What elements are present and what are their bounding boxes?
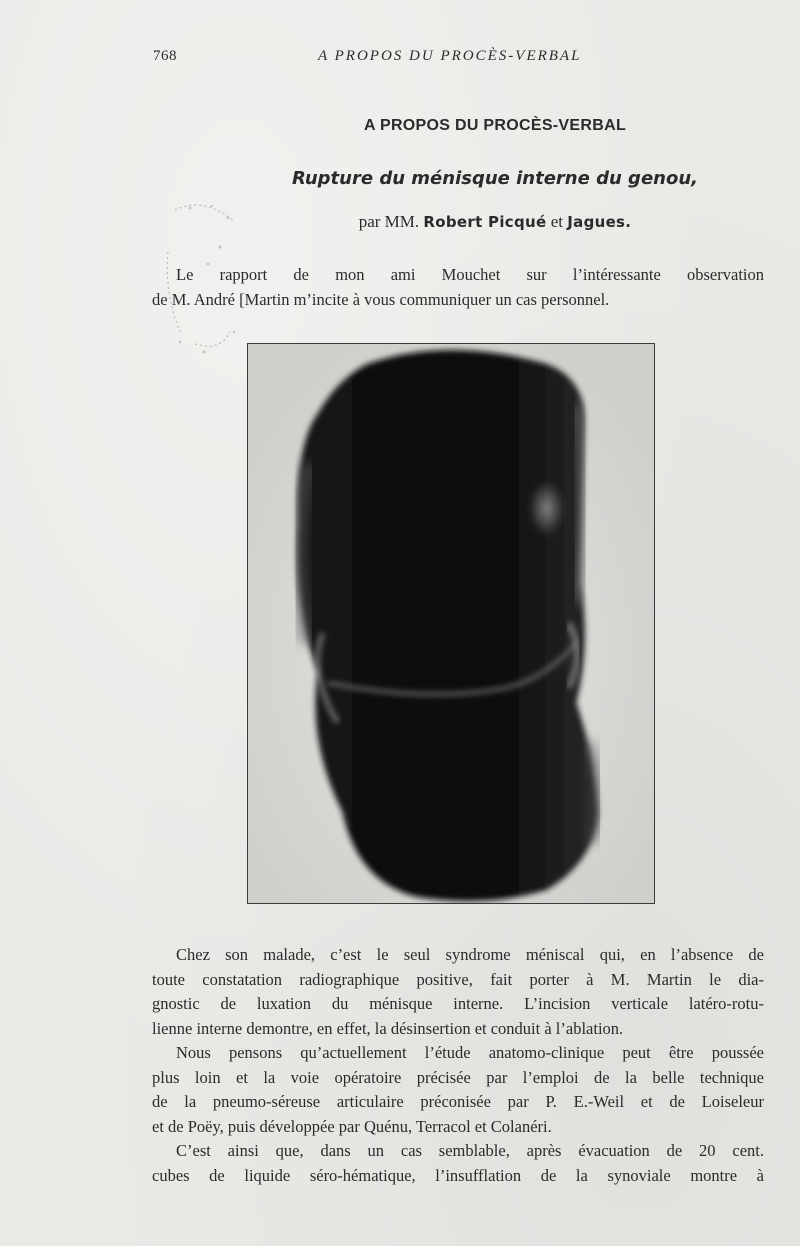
body-line: et de Poëy, puis développée par Quénu, Terracol et Colanéri. [152, 1116, 552, 1136]
intro-paragraph [152, 263, 764, 312]
body-line: gnostic de luxation du ménisque interne. L’incision verticale latéro-rotu- [152, 994, 764, 1013]
body-line: Chez son malade, c’est le seul syndrome méniscal qui, en l’absence de [176, 945, 764, 964]
byline-prefix: par MM. [358, 212, 420, 231]
article-title: Rupture du ménisque interne du genou, [291, 168, 698, 189]
byline-author-1: Robert Picqué [423, 213, 547, 231]
body-paragraph-3 [152, 1139, 764, 1188]
body-paragraph-1 [152, 943, 764, 1041]
body-line: plus loin et la voie opératoire précisée par l’emploi de la belle technique [152, 1067, 764, 1087]
body-line: Nous pensons qu’actuellement l’étude anatomo-clinique peut être poussée [176, 1043, 764, 1062]
body-line: cubes de liquide séro-hématique, l’insufflation de la synoviale montre à [152, 1165, 764, 1185]
body-paragraph-2 [152, 1041, 764, 1139]
body-line: lienne interne demontre, en effet, la désinsertion et conduit à l’ablation. [152, 1018, 624, 1038]
knee-radiograph-figure [247, 343, 655, 904]
knee-radiograph-image [248, 344, 654, 903]
page-number: 768 [153, 48, 177, 64]
body-line: toute constatation radiographique positive, fait porter à M. Martin le dia- [152, 969, 764, 989]
running-title: A PROPOS DU PROCÈS-VERBAL [318, 48, 582, 64]
section-heading: A PROPOS DU PROCÈS-VERBAL [363, 117, 627, 134]
body-line: de la pneumo-séreuse articulaire préconisée par P. E.-Weil et de Loiseleur [152, 1092, 764, 1111]
byline-connector: et [550, 212, 564, 231]
byline [150, 212, 770, 232]
intro-line: de M. André [Martin m’incite à vous communiquer un cas personnel. [152, 289, 610, 309]
byline-author-2: Jagues. [567, 213, 632, 231]
intro-line: Le rapport de mon ami Mouchet sur l’intéressante observation [176, 265, 764, 284]
body-line: C’est ainsi que, dans un cas semblable, après évacuation de 20 cent. [176, 1141, 764, 1160]
running-head [150, 48, 770, 68]
